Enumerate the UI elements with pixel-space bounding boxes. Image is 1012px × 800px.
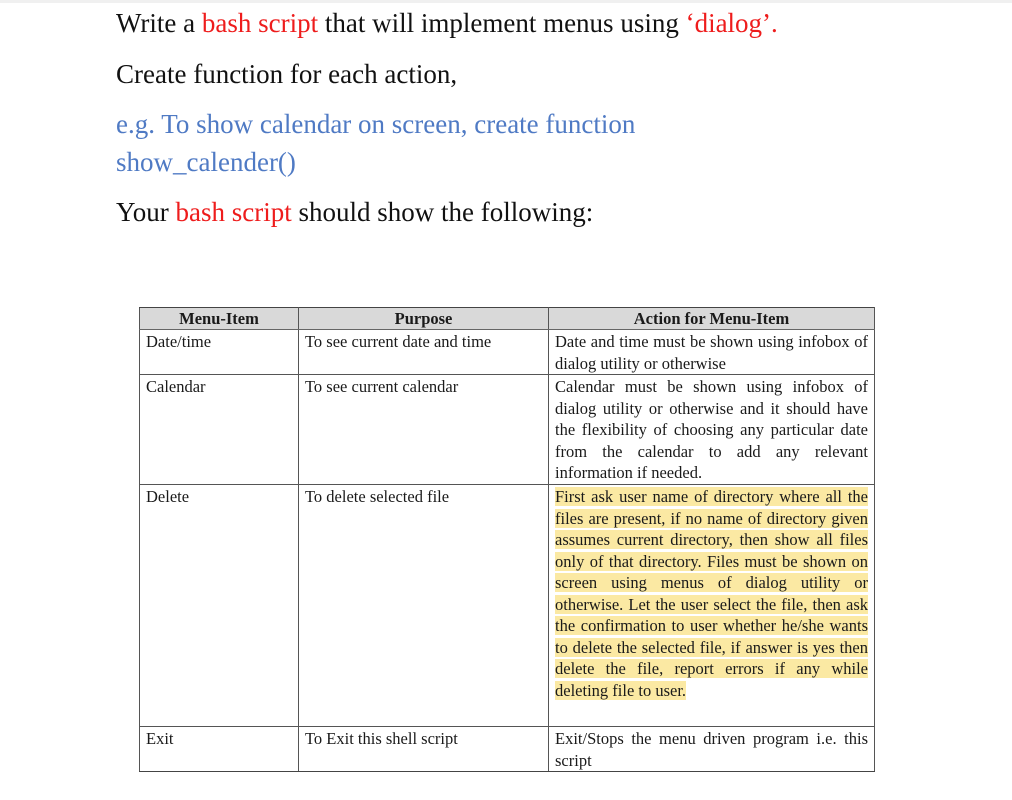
text-segment: that will implement menus using [318, 8, 686, 38]
header-action: Action for Menu-Item [549, 308, 875, 330]
text-segment: Write a [116, 8, 202, 38]
purpose-cell: To see current calendar [299, 375, 549, 485]
text-segment: should show the following: [291, 197, 594, 227]
menu-item-cell: Date/time [140, 330, 299, 375]
instruction-line-2: Create function for each action, [116, 59, 458, 89]
purpose-cell: To see current date and time [299, 330, 549, 375]
action-cell: Calendar must be shown using infobox of dialog utility or otherwise and it should have the flexibility of choosing any particular date from the calendar to add any relevant information if needed. [549, 375, 875, 485]
menu-item-cell: Calendar [140, 375, 299, 485]
header-purpose: Purpose [299, 308, 549, 330]
menu-item-cell: Delete [140, 485, 299, 727]
table-row [140, 375, 875, 485]
menu-table [139, 307, 875, 772]
top-border [0, 0, 1012, 3]
purpose-cell: To Exit this shell script [299, 727, 549, 772]
table-row [140, 727, 875, 772]
instruction-line-1 [116, 7, 778, 39]
highlight-bash-script: bash script [175, 197, 292, 227]
action-cell: Date and time must be shown using infobox of dialog utility or otherwise [549, 330, 875, 375]
menu-item-cell: Exit [140, 727, 299, 772]
example-function-name: show_calender() [116, 147, 296, 177]
header-menu-item: Menu-Item [140, 308, 299, 330]
text-segment: Your [116, 197, 176, 227]
purpose-cell: To delete selected file [299, 485, 549, 727]
table-header-row [140, 308, 875, 330]
instruction-line-5 [116, 196, 593, 228]
highlighted-text: First ask user name of directory where all the files are present, if no name of directory given assumes current directory, then show all files only of that directory. Files must be shown on screen using menus of dialog utility or otherwise. Let the user select the file, then ask the confirmation to user whether he/she wants to delete the selected file, if answer is yes then delete the file, report errors if any while deleting file to user. [555, 487, 868, 700]
action-cell-highlighted [549, 485, 875, 727]
action-cell: Exit/Stops the menu driven program i.e. this script [549, 727, 875, 772]
table-row [140, 330, 875, 375]
table-row [140, 485, 875, 727]
highlight-bash-script: bash script [201, 8, 319, 38]
highlight-dialog: ‘dialog’. [685, 8, 778, 38]
example-line: e.g. To show calendar on screen, create function [116, 109, 636, 139]
